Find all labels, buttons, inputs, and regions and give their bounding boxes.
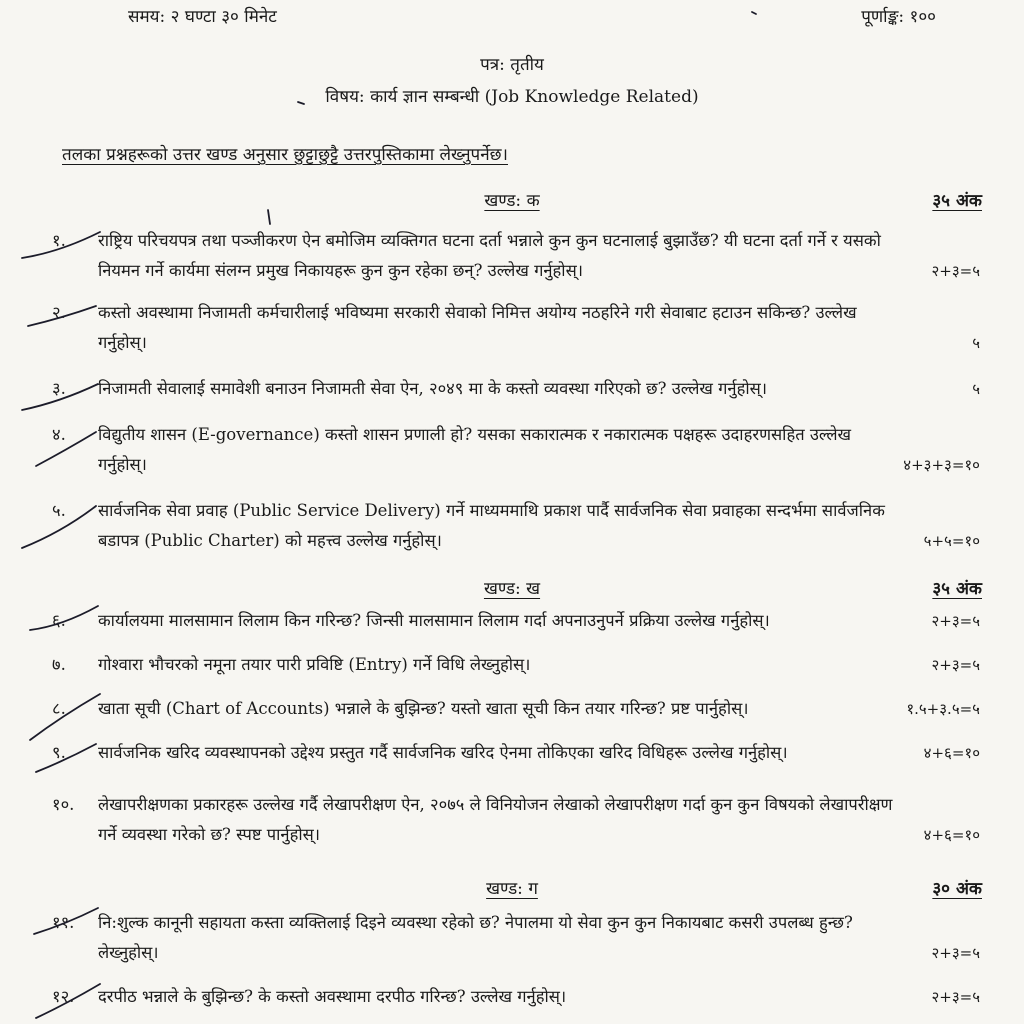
question-number: १०. <box>52 795 75 814</box>
question-item <box>40 374 980 404</box>
section-marks: ३० अंक <box>932 879 982 899</box>
question-item <box>40 650 980 680</box>
question-item <box>40 298 980 358</box>
question-marks: ५ <box>972 334 980 352</box>
question-text: नि:शुल्क कानूनी सहायता कस्ता व्यक्तिलाई दिइने व्यवस्था रहेको छ? नेपालमा यो सेवा कुन कुन निकायबाट कसरी उपलब्ध हुन्छ? लेख्नुहोस्। <box>98 913 853 962</box>
question-item <box>40 226 980 286</box>
section-title: खण्ड: ख <box>483 579 541 599</box>
section-marks: ३५ अंक <box>932 579 982 599</box>
question-item <box>40 982 980 1012</box>
question-number: ५. <box>52 501 66 520</box>
pen-stray-mark <box>268 210 270 224</box>
question-number: ६. <box>52 611 66 630</box>
question-item <box>40 738 980 768</box>
paper-number: पत्र: तृतीय <box>480 55 544 75</box>
full-marks: पूर्णाङ्क: १०० <box>861 7 936 27</box>
question-marks: २+३=५ <box>931 612 980 630</box>
question-item <box>40 496 980 556</box>
question-number: १. <box>52 231 66 250</box>
section-marks: ३५ अंक <box>932 191 982 211</box>
question-number: ४. <box>52 425 66 444</box>
question-item <box>40 908 980 968</box>
question-text: गोश्वारा भौचरको नमूना तयार पारी प्रविष्टि (Entry) गर्ने विधि लेख्नुहोस्। <box>98 655 531 674</box>
question-text: राष्ट्रिय परिचयपत्र तथा पञ्जीकरण ऐन बमोजिम व्यक्तिगत घटना दर्ता भन्नाले कुन कुन घटनालाई बुझाउँछ? यी घटना दर्ता गर्ने र यसको नियमन गर्ने कार्यमा संलग्न प्रमुख निकायहरू कुन कुन रहेका छन्? उल्लेख गर्नुहोस्। <box>98 231 881 280</box>
question-marks: ४+३+३=१० <box>903 456 980 474</box>
pen-stray-mark <box>752 12 756 14</box>
question-number: ३. <box>52 379 66 398</box>
question-number: ११. <box>52 913 75 932</box>
exam-time: समय: २ घण्टा ३० मिनेट <box>128 7 277 27</box>
question-number: ७. <box>52 655 66 674</box>
question-marks: २+३=५ <box>931 988 980 1006</box>
question-marks: ५+५=१० <box>923 532 980 550</box>
question-marks: ४+६=१० <box>923 826 980 844</box>
question-item <box>40 694 980 724</box>
question-text: दरपीठ भन्नाले के बुझिन्छ? के कस्तो अवस्थामा दरपीठ गरिन्छ? उल्लेख गर्नुहोस्। <box>98 987 567 1006</box>
question-text: कार्यालयमा मालसामान लिलाम किन गरिन्छ? जिन्सी मालसामान लिलाम गर्दा अपनाउनुपर्ने प्रक्रिया उल्लेख गर्नुहोस्। <box>98 611 770 630</box>
paper-subject: विषय: कार्य ज्ञान सम्बन्धी (Job Knowledge Related) <box>325 87 699 107</box>
question-number: ८. <box>52 699 66 718</box>
question-number: २. <box>52 303 66 322</box>
question-number: ९. <box>52 743 66 762</box>
question-text: कस्तो अवस्थामा निजामती कर्मचारीलाई भविष्यमा सरकारी सेवाको निमित्त अयोग्य नठहरिने गरी सेवाबाट हटाउन सकिन्छ? उल्लेख गर्नुहोस्। <box>98 303 857 352</box>
question-marks: २+३=५ <box>931 944 980 962</box>
question-marks: २+३=५ <box>931 262 980 280</box>
question-item <box>40 420 980 480</box>
question-text: सार्वजनिक खरिद व्यवस्थापनको उद्देश्य प्रस्तुत गर्दै सार्वजनिक खरिद ऐनमा तोकिएका खरिद विधिहरू उल्लेख गर्नुहोस्। <box>98 743 788 762</box>
instruction: तलका प्रश्नहरूको उत्तर खण्ड अनुसार छुट्टाछुट्टै उत्तरपुस्तिकामा लेख्नुपर्नेछ। <box>62 145 508 165</box>
question-text: लेखापरीक्षणका प्रकारहरू उल्लेख गर्दै लेखापरीक्षण ऐन, २०७५ ले विनियोजन लेखाको लेखापरीक्षण गर्दा कुन कुन विषयको लेखापरीक्षण गर्ने व्यवस्था गरेको छ? स्पष्ट पार्नुहोस्। <box>98 795 893 844</box>
question-number: १२. <box>52 987 75 1006</box>
question-text: सार्वजनिक सेवा प्रवाह (Public Service Delivery) गर्ने माध्यममाथि प्रकाश पार्दै सार्वजनिक सेवा प्रवाहका सन्दर्भमा सार्वजनिक बडापत्र (Public Charter) को महत्त्व उल्लेख गर्नुहोस्। <box>98 501 885 550</box>
question-item <box>40 606 980 636</box>
section-title: खण्ड: ग <box>486 879 538 899</box>
question-text: खाता सूची (Chart of Accounts) भन्नाले के बुझिन्छ? यस्तो खाता सूची किन तयार गरिन्छ? प्रष्ट पार्नुहोस्। <box>98 699 749 718</box>
question-text: निजामती सेवालाई समावेशी बनाउन निजामती सेवा ऐन, २०४९ मा के कस्तो व्यवस्था गरिएको छ? उल्लेख गर्नुहोस्। <box>98 379 768 398</box>
question-marks: ५ <box>972 380 980 398</box>
question-marks: २+३=५ <box>931 656 980 674</box>
question-text: विद्युतीय शासन (E-governance) कस्तो शासन प्रणाली हो? यसका सकारात्मक र नकारात्मक पक्षहरू उदाहरणसहित उल्लेख गर्नुहोस्। <box>98 425 852 474</box>
question-marks: ४+६=१० <box>923 744 980 762</box>
section-title: खण्ड: क <box>484 191 540 211</box>
question-item <box>40 790 980 850</box>
question-marks: १.५+३.५=५ <box>906 700 980 718</box>
